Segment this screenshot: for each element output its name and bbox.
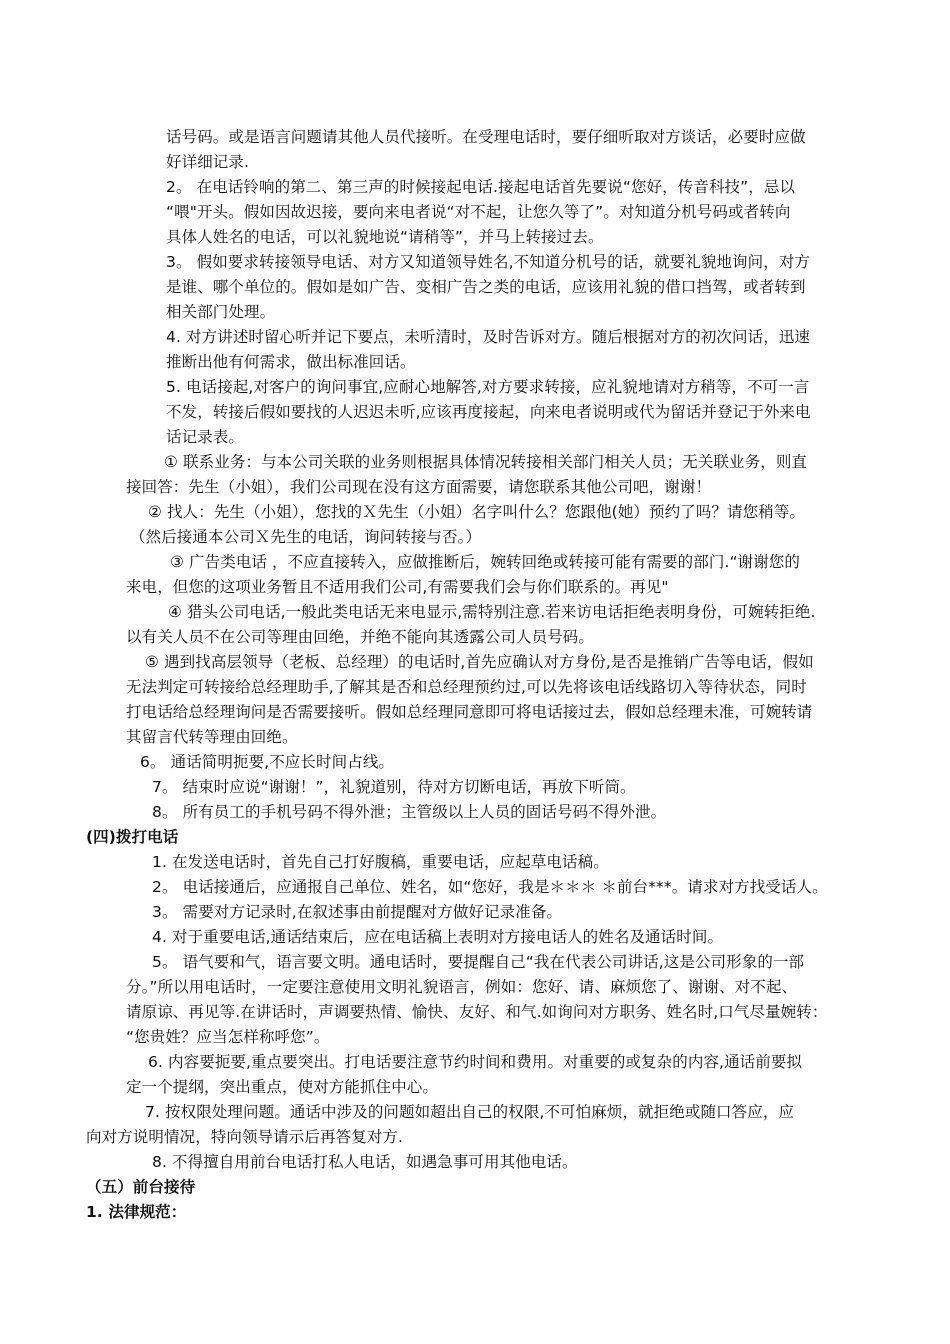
text-line: 具体人姓名的电话，可以礼貌地说“请稍等”，并马上转接过去。 (166, 228, 604, 246)
text-line: （然后接通本公司Ｘ先生的电话，询问转接与否。） (130, 528, 482, 546)
text-line: 以有关人员不在公司等理由回绝，并绝不能向其透露公司人员号码。 (126, 628, 595, 646)
text-line: 话号码。或是语言问题请其他人员代接听。在受理电话时，要仔细听取对方谈话，必要时应做 (166, 128, 806, 146)
text-line: 6. 内容要扼要,重点要突出。打电话要注意节约时间和费用。对重要的或复杂的内容,通话前要拟 (148, 1053, 803, 1071)
text-line: 定一个提纲，突出重点，使对方能抓住中心。 (126, 1078, 439, 1096)
text-line: “您贵姓？应当怎样称呼您”。 (126, 1028, 330, 1046)
text-line: 5. 电话接起,对客户的询问事宜,应耐心地解答,对方要求转接，应礼貌地请对方稍等，不可一言 (166, 378, 810, 396)
text-line: 好详细记录. (166, 153, 250, 171)
section-heading: (四)拨打电话 (86, 828, 179, 846)
text-line: 推断出他有何需求，做出标准回话。 (166, 353, 416, 371)
text-line: 分。”所以用电话时，一定要注意使用文明礼貌语言，例如：您好、请、麻烦您了、谢谢、对不起、 (126, 978, 798, 996)
text-line: ⑤ 遇到找高层领导（老板、总经理）的电话时,首先应确认对方身份,是否是推销广告等电话，假如 (145, 653, 814, 671)
text-line: 4. 对方讲述时留心听并记下要点，未听清时，及时告诉对方。随后根据对方的初次问话，迅速 (166, 328, 811, 346)
text-line: 接回答：先生（小姐），我们公司现在没有这方面需要，请您联系其他公司吧，谢谢！ (126, 478, 712, 496)
text-line: 5。 语气要和气，语言要文明。通电话时，要提醒自己“我在代表公司讲话,这是公司形象的一部 (152, 953, 805, 971)
text-line: 3。 需要对方记录时,在叙述事由前提醒对方做好记录准备。 (152, 903, 563, 921)
text-line: 相关部门处理。 (166, 303, 276, 321)
text-line: 其留言代转等理由回绝。 (126, 728, 298, 746)
text-line: ④ 猎头公司电话,一般此类电话无来电显示,需特别注意.若来访电话拒绝表明身份，可婉转拒绝. (168, 603, 816, 621)
section-heading: 1. 法律规范： (86, 1203, 187, 1221)
text-line: 请原谅、再见等.在讲话时，声调要热情、愉快、友好、和气.如询问对方职务、姓名时,口气尽量婉转： (126, 1003, 828, 1021)
text-line: 7。 结束时应说“谢谢！”，礼貌道别，待对方切断电话，再放下听筒。 (152, 778, 636, 796)
section-heading: （五）前台接待 (86, 1178, 196, 1196)
text-line: 7. 按权限处理问题。通话中涉及的问题如超出自己的权限,不可怕麻烦，就拒绝或随口答应，应 (145, 1103, 795, 1121)
text-line: 6。 通话简明扼要,不应长时间占线。 (140, 753, 395, 771)
text-line: 2。 在电话铃响的第二、第三声的时候接起电话.接起电话首先要说“您好，传音科技”，忌以 (166, 178, 796, 196)
text-line: 话记录表。 (166, 428, 245, 446)
text-line: 1. 在发送电话时，首先自己打好腹稿，重要电话，应起草电话稿。 (152, 853, 609, 871)
text-line: 2。 电话接通后，应通报自己单位、姓名，如“您好，我是＊＊＊ ＊前台***。请求对方找受话人。 (152, 878, 828, 896)
text-line: 不发，转接后假如要找的人迟迟未听,应该再度接起，向来电者说明或代为留话并登记于外来电 (166, 403, 811, 421)
text-line: 打电话给总经理询问是否需要接听。假如总经理同意即可将电话接过去，假如总经理未准，可婉转请 (126, 703, 813, 721)
text-line: ② 找人：先生（小姐），您找的Ｘ先生（小姐）名字叫什么？您跟他(她）预约了吗？请您稍等。 (148, 503, 806, 521)
text-line: 8. 不得擅自用前台电话打私人电话，如遇急事可用其他电话。 (152, 1153, 578, 1171)
text-line: ① 联系业务：与本公司关联的业务则根据具体情况转接相关部门相关人员；无关联业务，则直 (164, 453, 808, 471)
text-line: 向对方说明情况，特向领导请示后再答复对方. (86, 1128, 404, 1146)
text-line: 无法判定可转接给总经理助手,了解其是否和总经理预约过,可以先将该电话线路切入等待状态，同时 (126, 678, 807, 696)
text-line: 来电，但您的这项业务暂且不适用我们公司,有需要我们会与你们联系的。再见" (126, 578, 669, 596)
text-line: “喂"开头。假如因故迟接，要向来电者说“对不起，让您久等了”。对知道分机号码或者转向 (166, 203, 791, 221)
text-line: 4. 对于重要电话,通话结束后，应在电话稿上表明对方接电话人的姓名及通话时间。 (152, 928, 724, 946)
text-line: 是谁、哪个单位的。假如是如广告、变相广告之类的电话，应该用礼貌的借口挡驾，或者转到 (166, 278, 806, 296)
text-line: 8。 所有员工的手机号码不得外泄；主管级以上人员的固话号码不得外泄。 (152, 803, 667, 821)
text-line: 3。 假如要求转接领导电话、对方又知道领导姓名,不知道分机号的话，就要礼貌地询问，对方 (166, 253, 811, 271)
text-line: ③ 广告类电话 ，不应直接转入，应做推断后，婉转回绝或转接可能有需要的部门.“谢谢您的 (170, 553, 801, 571)
